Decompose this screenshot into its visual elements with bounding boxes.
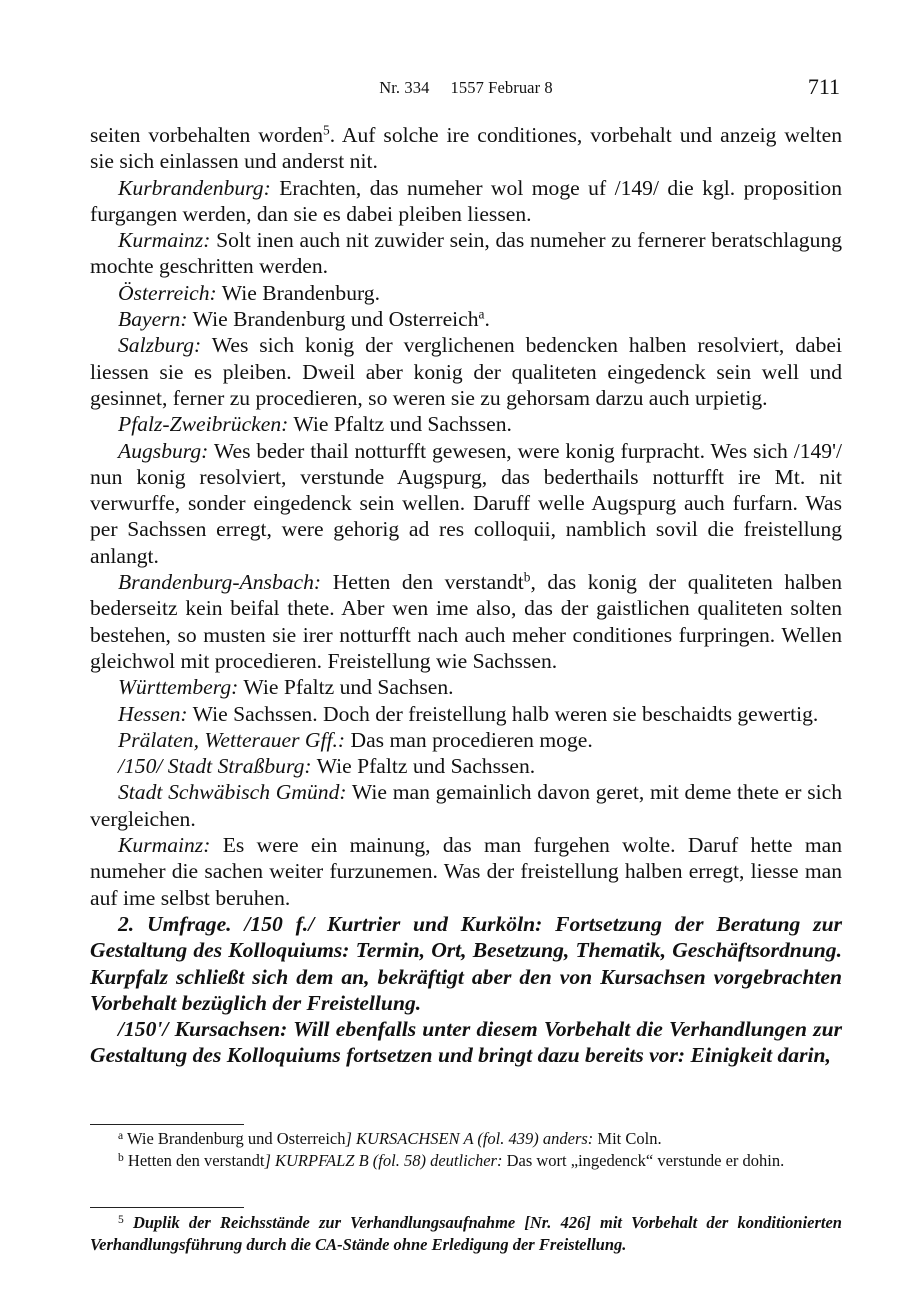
paragraph-text: Wes sich konig der verglichenen bedencken halben resolviert, dabei liessen sie es pleiben. Dweil aber konig der qualiteten eingedenck sein well und gesinnet, ferner zu procedieren, so weren sie zu gehorsam darzu auch urpietig.	[90, 333, 842, 410]
page-header	[90, 74, 842, 106]
paragraph-text: .	[484, 307, 490, 332]
speaker-label: /150/ Stadt Straßburg:	[118, 754, 312, 779]
paragraph-text: Wie Brandenburg.	[216, 280, 380, 305]
speaker-label: Prälaten, Wetterauer Gff.:	[118, 727, 346, 752]
paragraph	[90, 175, 842, 228]
speaker-label: Kurbrandenburg:	[118, 175, 271, 200]
footnote-text: Duplik der Reichsstände zur Verhandlungsaufnahme [Nr. 426] mit Vorbehalt der konditionierten Verhandlungsführung durch die CA-Stände ohne Erledigung der Freistellung.	[90, 1213, 842, 1254]
paragraph	[90, 701, 842, 727]
speaker-label: Österreich:	[118, 280, 217, 305]
speaker-label: Bayern:	[118, 307, 188, 332]
speaker-label: Kurmainz:	[118, 228, 211, 253]
paragraph	[90, 332, 842, 411]
speaker-label: Brandenburg-Ansbach:	[118, 570, 322, 595]
paragraph	[90, 122, 842, 175]
speaker-label: Württemberg:	[118, 675, 239, 700]
footnote-reference: b	[523, 569, 531, 585]
paragraph	[90, 569, 842, 674]
paragraph-text: , das konig der qualiteten halben bederseitz kein beifal thete. Aber wen ime also, das der gaistlichen qualiteten solten bestehen, so musten sie irer notturfft nach auch meher conditiones furpringen. Wellen gleichwol mit procedieren. Freistellung wie Sachssen.	[90, 570, 842, 673]
footnote-reference: a	[478, 306, 485, 322]
speaker-label: Augsburg:	[118, 438, 209, 463]
paragraph	[90, 227, 842, 280]
paragraph-text: Wie Pfaltz und Sachssen.	[311, 754, 536, 779]
commentary-footnotes	[90, 1212, 842, 1256]
paragraph-text: Das man procedieren moge.	[345, 727, 593, 752]
paragraph	[90, 832, 842, 911]
text-critical-footnotes	[90, 1128, 842, 1172]
main-text	[90, 122, 842, 1069]
footnote-marker: 5	[118, 1213, 124, 1226]
paragraph	[90, 727, 842, 753]
speaker-label: Hessen:	[118, 701, 188, 726]
paragraph	[90, 753, 842, 779]
paragraph-text: Wie Pfaltz und Sachssen.	[288, 412, 512, 437]
page-number: 711	[807, 74, 840, 99]
running-head: Nr. 334 1557 Februar 8	[379, 78, 553, 97]
speaker-label: Stadt Schwäbisch Gmünd:	[118, 780, 347, 805]
paragraph	[90, 411, 842, 437]
paragraph-text: seiten vorbehalten worden	[90, 123, 323, 147]
paragraph-text: Wie Brandenburg und Osterreich	[187, 307, 479, 332]
speaker-label: Kurmainz:	[118, 833, 211, 858]
paragraph-text: Es were ein mainung, das man furgehen wolte. Daruf hette man numeher die sachen weiter furzunemen. Was der freistellung halben erregt, liesse man auf ime selbst beruhen.	[90, 833, 842, 910]
paragraph	[90, 306, 842, 332]
paragraph-text: Wie Sachssen. Doch der freistellung halb weren sie beschaidts gewertig.	[187, 701, 819, 726]
footnote-marker: b	[118, 1151, 124, 1164]
paragraph-text: Hetten den verstandt	[321, 570, 524, 595]
footnote-source: ] KURSACHSEN A (fol. 439) anders:	[345, 1129, 594, 1148]
footnote-divider	[90, 1124, 244, 1125]
footnote-lemma: Hetten den verstandt	[127, 1151, 265, 1170]
footnote	[90, 1128, 842, 1150]
footnote-source: ] KURPFALZ B (fol. 58) deutlicher:	[264, 1151, 503, 1170]
footnote-divider	[90, 1207, 244, 1208]
editorial-summary: /150'/ Kursachsen: Will ebenfalls unter diesem Vorbehalt die Verhandlungen zur Gestaltung des Kolloquiums fortsetzen und bringt dazu bereits vor: Einigkeit darin,	[90, 1017, 842, 1068]
paragraph	[90, 779, 842, 832]
footnote-text: Mit Coln.	[593, 1129, 662, 1148]
footnote	[90, 1212, 842, 1256]
footnote	[90, 1150, 842, 1172]
paragraph-text: Solt inen auch nit zuwider sein, das numeher zu fernerer beratschlagung mochte geschritten werden.	[90, 228, 842, 279]
speaker-label: Salzburg:	[118, 333, 202, 358]
footnote-text: Das wort „ingedenck“ verstunde er dohin.	[502, 1151, 785, 1170]
footnote-lemma: Wie Brandenburg und Osterreich	[126, 1129, 346, 1148]
footnote-marker: a	[118, 1129, 124, 1142]
paragraph	[90, 280, 842, 306]
footnote-reference: 5	[323, 122, 330, 138]
paragraph-text: Wes beder thail notturfft gewesen, were konig furpracht. Wes sich /149'/ nun konig resolviert, verstunde Augspurg, das bederthails notturfft ire Mt. nit verwurffe, sonder eingedenck sein wellen. Daruff welle Augspurg auch furfarn. Was per Sachssen erregt, were gehorig ad res colloquii, namblich sovil die freistellung anlangt.	[90, 438, 842, 568]
paragraph	[90, 438, 842, 569]
editorial-summary: 2. Umfrage. /150 f./ Kurtrier und Kurköln: Fortsetzung der Beratung zur Gestaltung des Kolloquiums: Termin, Ort, Besetzung, Thematik, Geschäftsordnung. Kurpfalz schließt sich dem an, bekräftigt aber den von Kursachsen vorgebrachten Vorbehalt bezüglich der Freistellung.	[90, 911, 842, 1015]
paragraph-text: Erachten, das numeher wol moge uf /149/ die kgl. proposition furgangen werden, dan sie es dabei pleiben liessen.	[90, 175, 842, 226]
speaker-label: Pfalz-Zweibrücken:	[118, 412, 289, 437]
paragraph-text: Wie Pfaltz und Sachsen.	[238, 675, 454, 700]
paragraph-text: Wie man gemainlich davon geret, mit deme thete er sich vergleichen.	[90, 780, 842, 831]
paragraph	[90, 674, 842, 700]
paragraph-text: . Auf solche ire conditiones, vorbehalt und anzeig welten sie sich einlassen und anderst nit.	[90, 123, 842, 174]
